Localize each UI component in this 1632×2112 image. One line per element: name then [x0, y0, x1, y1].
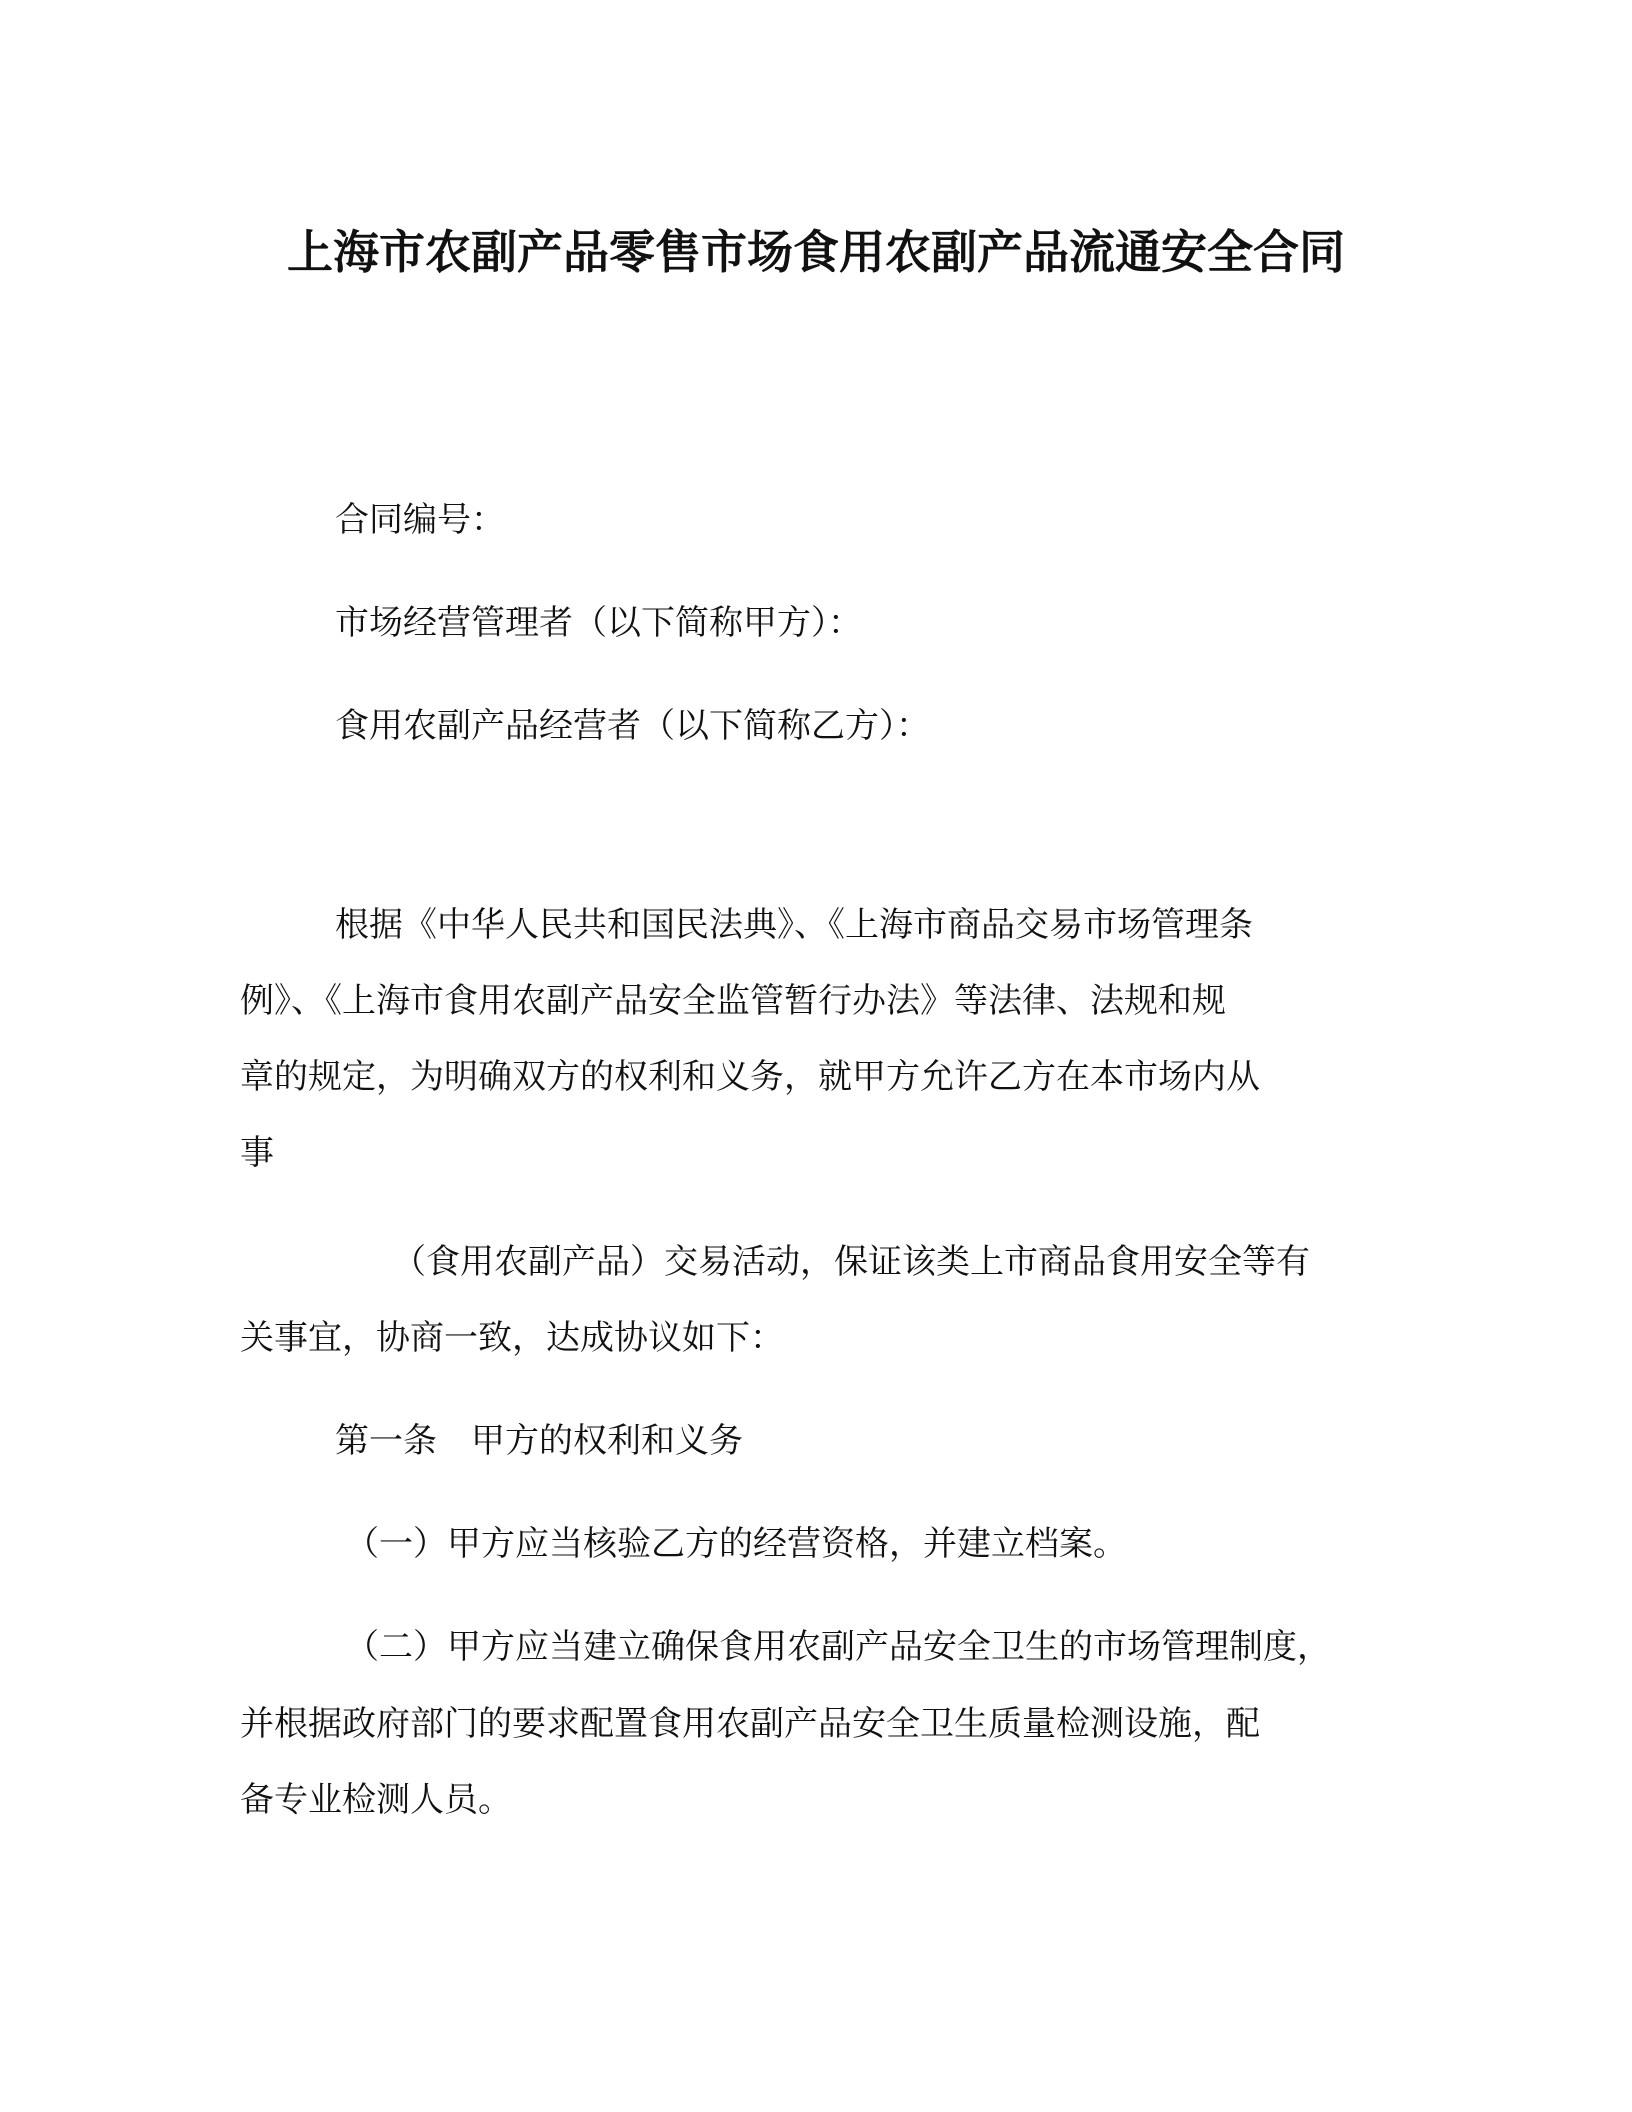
document-title: 上海市农副产品零售市场食用农副产品流通安全合同 — [287, 225, 1345, 279]
preamble-line-3: 章的规定，为明确双方的权利和义务，就甲方允许乙方在本市场内从 — [240, 1057, 1260, 1097]
article-1-clause-2-line-1: （二）甲方应当建立确保食用农副产品安全卫生的市场管理制度， — [345, 1627, 1331, 1667]
article-1-heading: 第一条 甲方的权利和义务 — [335, 1421, 743, 1461]
party-b-label: 食用农副产品经营者（以下简称乙方）： — [335, 706, 930, 746]
preamble-cont-line-1: （食用农副产品）交易活动，保证该类上市商品食用安全等有 — [392, 1242, 1310, 1282]
preamble-cont-line-2: 关事宜，协商一致，达成协议如下： — [240, 1318, 784, 1358]
preamble-line-2: 例》、《上海市食用农副产品安全监管暂行办法》等法律、法规和规 — [240, 981, 1226, 1021]
preamble-line-1: 根据《中华人民共和国民法典》、《上海市商品交易市场管理条 — [335, 905, 1253, 945]
article-1-clause-1: （一）甲方应当核验乙方的经营资格，并建立档案。 — [345, 1524, 1127, 1564]
preamble-line-4: 事 — [240, 1133, 274, 1173]
contract-number-label: 合同编号： — [335, 500, 505, 540]
article-1-clause-2-line-3: 备专业检测人员。 — [240, 1780, 512, 1820]
party-a-label: 市场经营管理者（以下简称甲方）： — [335, 603, 862, 643]
article-1-clause-2-line-2: 并根据政府部门的要求配置食用农副产品安全卫生质量检测设施，配 — [240, 1704, 1260, 1744]
